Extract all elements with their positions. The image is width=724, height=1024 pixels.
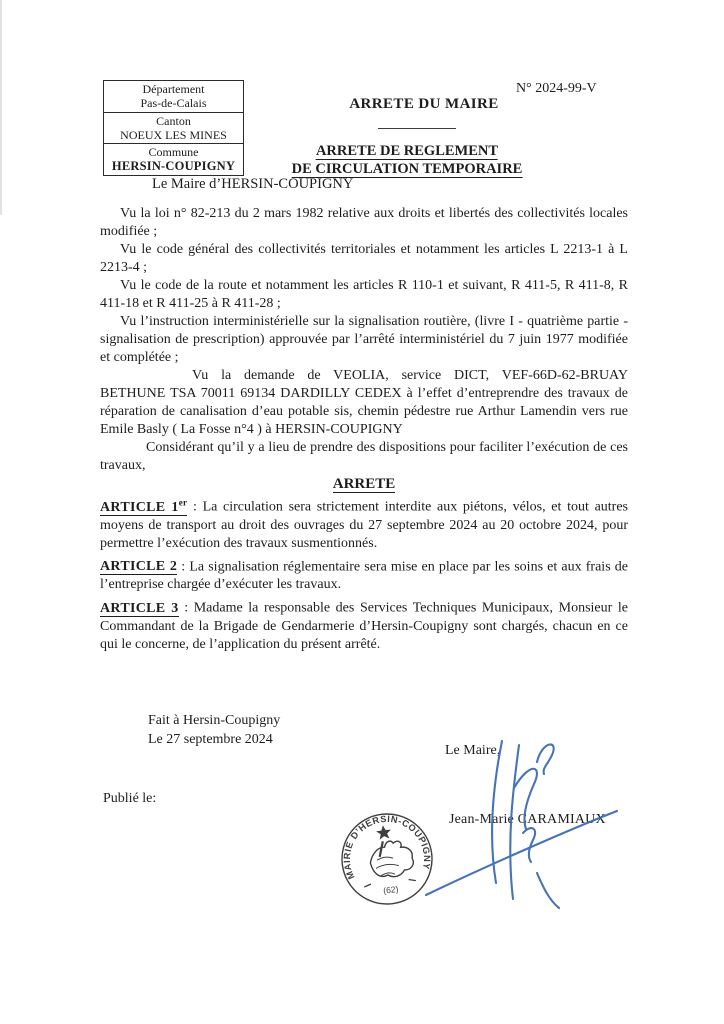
recital-demande-veolia: Vu la demande de VEOLIA, service DICT, VEF-66D-62-BRUAY BETHUNE TSA 70011 69134 DARDILLY CEDEX à l’effet d’entreprendre des travaux de réparation de canalisation d’eau potable sis, chemin pédestre rue Arthur Lamendin vers rue Emile Basly ( La Fosse n°4 ) à HERSIN-COUPIGNY xyxy=(100,368,628,437)
article-2-label: ARTICLE 2 xyxy=(100,559,178,575)
departement-label: Département xyxy=(142,82,205,96)
document-number: N° 2024-99-V xyxy=(516,81,597,96)
canton-label: Canton xyxy=(156,113,191,128)
document-body xyxy=(100,205,628,654)
article-1 xyxy=(100,493,628,553)
canton-value: NOEUX LES MINES xyxy=(120,127,227,142)
article-2-text: : La signalisation réglementaire sera mise en place par les soins et aux frais de l’entreprise chargée d’exécuter les travaux. xyxy=(100,559,628,593)
admin-cell-commune xyxy=(103,143,244,176)
document-title: ARRETE DU MAIRE xyxy=(349,96,499,112)
decree-heading: ARRETE xyxy=(332,476,396,492)
stamp-arc-text: MAIRIE D’HERSIN-COUPIGNY xyxy=(341,813,433,881)
article-1-text: : La circulation sera strictement interdite aux piétons, vélos, et tout autres moyens de transport au droit des ouvrages du 27 septembre 2024 au 20 octobre 2024, pour permettre l’exécution des travaux susmentionnés. xyxy=(100,499,628,551)
stamp-star-icon xyxy=(375,824,392,840)
recital-loi-1982: Vu la loi n° 82-213 du 2 mars 1982 relative aux droits et libertés des collectivités locales modifiée ; xyxy=(100,206,628,239)
title-divider xyxy=(378,128,456,129)
commune-value: HERSIN-COUPIGNY xyxy=(111,159,236,173)
signatory-name: Jean-Marie CARAMIAUX xyxy=(449,812,606,827)
admin-cell-canton xyxy=(103,112,244,145)
departement-value: Pas-de-Calais xyxy=(140,96,207,110)
stamp-bottom-text: (62) xyxy=(382,883,399,896)
closing-place-date xyxy=(148,711,280,749)
recital-code-collectivites: Vu le code général des collectivités territoriales et notamment les articles L 2213-1 à L 2213-4 ; xyxy=(100,242,628,275)
admin-location-table xyxy=(103,80,244,176)
recital-instruction-interministerielle: Vu l’instruction interministérielle sur la signalisation routière, (livre I - quatrième partie - signalisation de prescription) approuvée par l’arrêté interministériel du 7 juin 1977 modifiée et complétée ; xyxy=(100,314,628,365)
article-3 xyxy=(100,594,628,654)
opening-line: Le Maire d’HERSIN-COUPIGNY xyxy=(152,176,354,192)
closing-place: Fait à Hersin-Coupigny xyxy=(148,713,281,728)
commune-label: Commune xyxy=(148,145,199,159)
scan-edge-artifact xyxy=(0,0,2,215)
article-1-label: ARTICLE 1er xyxy=(100,497,188,515)
recital-code-route: Vu le code de la route et notamment les articles R 110-1 et suivant, R 411-5, R 411-8, R 411-18 et R 411-25 à R 411-28 ; xyxy=(100,278,628,311)
article-2 xyxy=(100,553,628,595)
subtitle-line-1: ARRETE DE REGLEMENT xyxy=(315,143,499,159)
article-3-text: : Madame la responsable des Services Techniques Municipaux, Monsieur le Commandant de la Brigade de Gendarmerie d’Hersin-Coupigny sont chargés, chacun en ce qui le concerne, de l’application du présent arrêté. xyxy=(100,600,628,652)
admin-cell-departement xyxy=(103,80,244,113)
mayor-signature-icon xyxy=(418,731,638,921)
considering-clause: Considérant qu’il y a lieu de prendre des dispositions pour faciliter l’exécution de ces travaux, xyxy=(100,440,628,473)
subtitle-line-2: DE CIRCULATION TEMPORAIRE xyxy=(291,160,523,177)
signatory-role: Le Maire, xyxy=(445,743,501,758)
article-3-label: ARTICLE 3 xyxy=(100,600,179,616)
published-label: Publié le: xyxy=(103,791,157,806)
closing-date: Le 27 septembre 2024 xyxy=(148,732,273,747)
document-subtitle xyxy=(292,143,523,178)
